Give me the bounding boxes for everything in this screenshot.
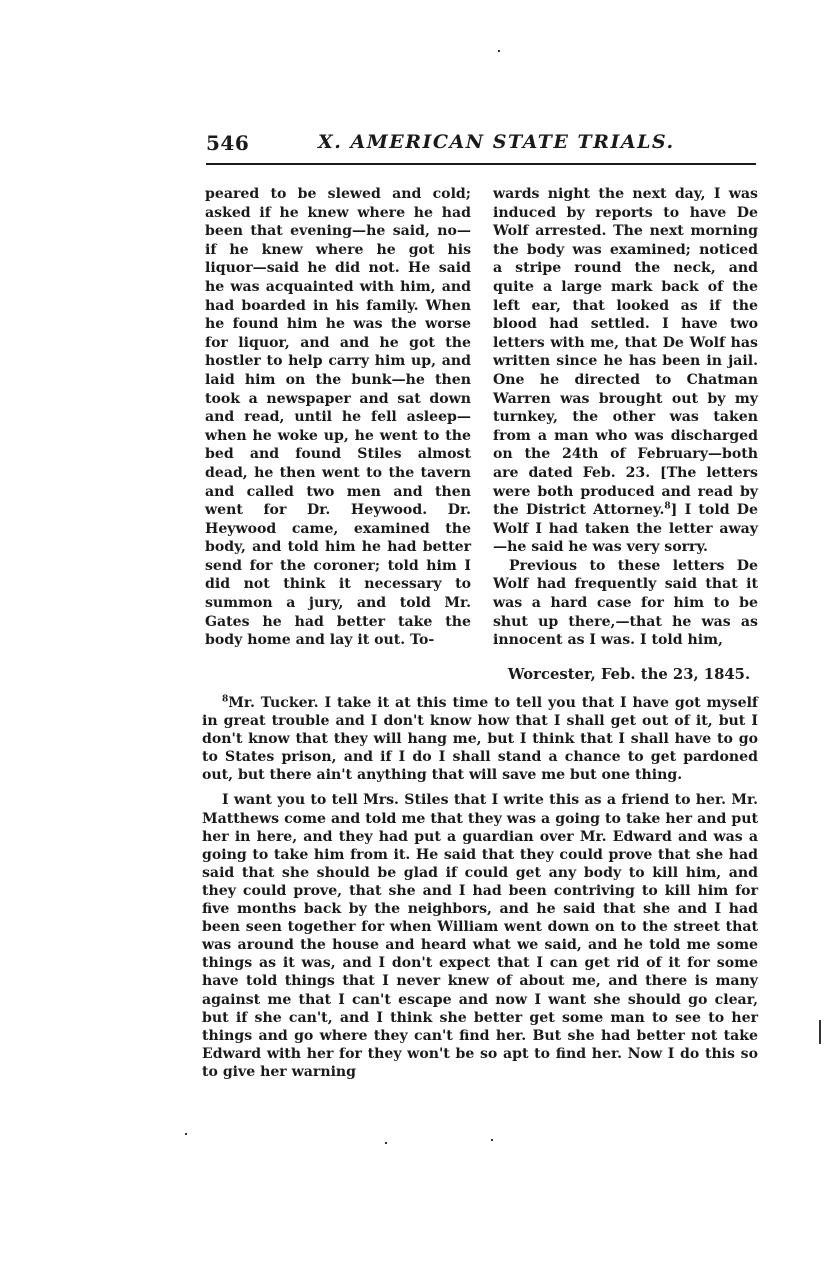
letter-paragraph-1-text: Mr. Tucker. I take it at this time to tell you that I have got myself in great trouble and I don't know how that I shall get out of it, but I don't know that they will hang me, but I think that I shall have to go to States prison, and if I do I shall stand a chance to get pardoned out, but there ain't anything that will save me but one thing.	[202, 695, 758, 784]
scan-speck	[385, 1142, 387, 1144]
left-column-text: peared to be slewed and cold; asked if he knew where he had been that evening—he said, no—if he knew where he got his liquor—said he did not. He said he was acquainted with him, and had boarded in his family. When he found him he was the worse for liquor, and and he got the hostler to help carry him up, and laid him on the bunk—he then took a newspaper and sat down and read, until he fell asleep—when he woke up, he went to the bed and found Stiles almost dead, he then went to the tavern and called two men and then went for Dr. Heywood. Dr. Heywood came, examined the body, and told him he had better send for the coroner; told him I did not think it necessary to summon a jury, and told Mr. Gates he had better take the body home and lay it out. To-	[205, 186, 471, 649]
scan-speck	[498, 50, 500, 52]
right-column-paragraph-1	[493, 185, 758, 557]
page-header	[206, 131, 756, 161]
right-column-text-a: wards night the next day, I was induced by reports to have De Wolf arrested. The next morning the body was examined; noticed a stripe round the neck, and quite a large mark back of the left ear, that looked as if the blood had settled. I have two letters with me, that De Wolf has written since he has been in jail. One he directed to Chatman Warren was brought out by my turnkey, the other was taken from a man who was discharged on the 24th of February—both are dated Feb. 23. [The letters were both produced and read by the District Attorney.	[493, 186, 758, 519]
right-column-paragraph-2: Previous to these letters De Wolf had frequently said that it was a hard case for him to be shut up there,—that he was as innocent as I was. I told him,	[493, 557, 758, 649]
running-head: X. AMERICAN STATE TRIALS.	[318, 131, 675, 153]
letter-body	[202, 694, 758, 1088]
right-column-text-b: ] I told De Wolf I had taken the letter away—he said he was very sorry.	[493, 502, 758, 556]
scan-speck	[491, 1139, 493, 1141]
page-number: 546	[206, 131, 250, 155]
header-rule	[206, 163, 756, 165]
footnote-reference: 8	[664, 501, 671, 512]
left-column	[205, 185, 471, 650]
letter-paragraph-2: I want you to tell Mrs. Stiles that I write this as a friend to her. Mr. Matthews come and told me that they was a going to take her and put her in here, and they had put a guardian over Mr. Edward and was a going to take him from it. He said that they could prove that she had said that she should be glad if could get any body to kill him, and they could prove, that she and I had been contriving to kill him for five months back by the neighbors, and he said that she and I had been seen together for when William went down on to the street that was around the house and heard what we said, and he told me some things as it was, and I don't expect that I can get rid of it for some have told things that I never knew of about me, and there is many against me that I can't escape and now I want she should go clear, but if she can't, and I think she better get some man to see to her things and go where they can't find her. But she had better not take Edward with her for they won't be so apt to find her. Now I do this so to give her warning	[202, 792, 758, 1080]
letter-paragraph-1	[202, 694, 758, 784]
scan-speck	[185, 1133, 187, 1135]
letter-date: Worcester, Feb. the 23, 1845.	[507, 666, 751, 683]
letter-footnote-mark: 8	[222, 694, 229, 705]
right-column	[493, 185, 758, 650]
scan-edge-mark	[819, 1020, 821, 1044]
